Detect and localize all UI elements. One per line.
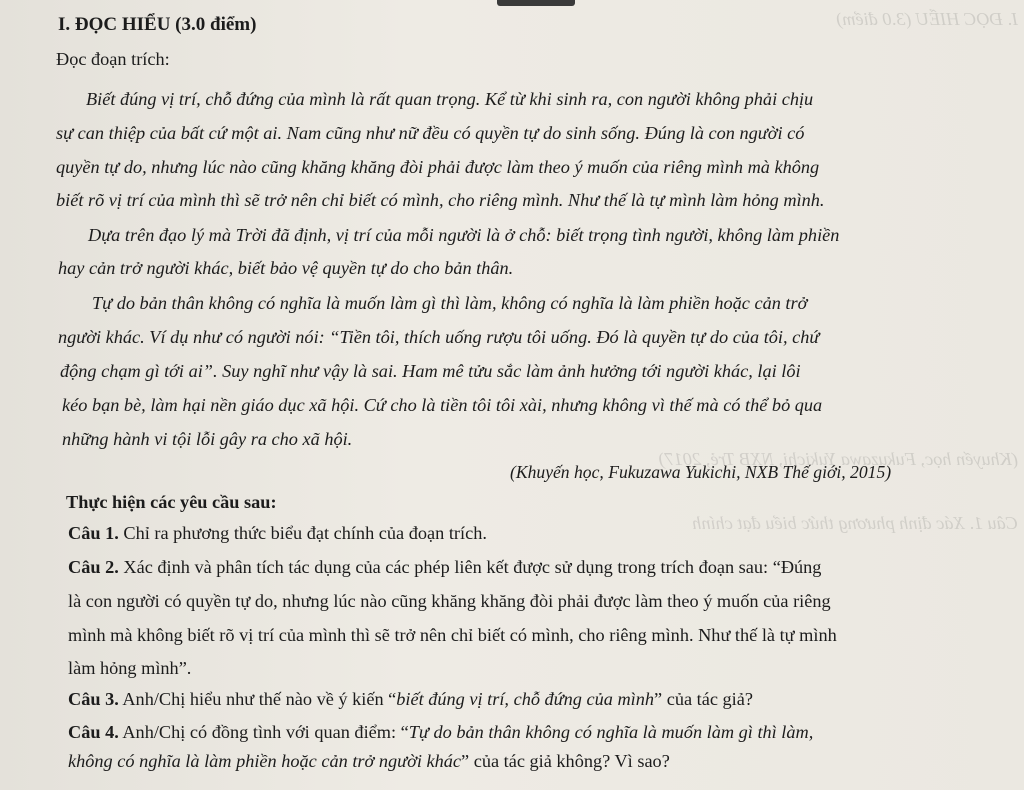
bleed-through-2: (Khuyến học, Fukuzawa Yukichi, NXB Trẻ, 2017) [658,449,1018,469]
question-label: Câu 4. [68,722,119,742]
question-quote: không có nghĩa là làm phiền hoặc cản trở người khác [68,751,462,771]
question-text: ” của tác giả không? Vì sao? [461,751,670,771]
screen-notch [497,0,575,6]
passage-line: những hành vi tội lỗi gây ra cho xã hội. [62,429,353,449]
question-4-line [68,750,670,772]
question-quote: biết đúng vị trí, chỗ đứng của mình [396,689,655,709]
bleed-through-3: Câu 1. Xác định phương thức biểu đạt chính [692,513,1018,533]
question-text: Xác định và phân tích tác dụng của các phép liên kết được sử dụng trong trích đoạn sau: “Đúng [123,557,822,577]
passage-line: biết rõ vị trí của mình thì sẽ trở nên chỉ biết có mình, cho riêng mình. Như thế là tự mình làm hỏng mình. [56,190,825,210]
question-text: Anh/Chị hiểu như thế nào về ý kiến “ [122,689,397,709]
question-2-line: là con người có quyền tự do, nhưng lúc nào cũng khăng khăng đòi phải được làm theo ý muốn của riêng [68,591,831,611]
section-title: I. ĐỌC HIỂU (3.0 điểm) [58,14,257,35]
question-text: Anh/Chị có đồng tình với quan điểm: “ [122,722,409,742]
bleed-through-1: I. ĐỌC HIỂU (3.0 điểm) [836,9,1018,29]
question-4 [68,721,813,743]
question-label: Câu 3. [68,689,119,709]
question-2-line: làm hỏng mình”. [68,658,192,678]
passage-line: động chạm gì tới ai”. Suy nghĩ như vậy là sai. Ham mê tửu sắc làm ảnh hưởng tới người khác, lại lôi [60,361,801,381]
citation: (Khuyến học, Fukuzawa Yukichi, NXB Thế giới, 2015) [510,462,892,482]
passage-line: sự can thiệp của bất cứ một ai. Nam cũng như nữ đều có quyền tự do sinh sống. Đúng là con người có [56,123,805,143]
question-1 [68,522,487,544]
question-label: Câu 1. [68,523,119,543]
question-3 [68,688,753,710]
passage-line: Tự do bản thân không có nghĩa là muốn làm gì thì làm, không có nghĩa là làm phiền hoặc cản trở [92,293,808,313]
passage-line: quyền tự do, nhưng lúc nào cũng khăng khăng đòi phải được làm theo ý muốn của riêng mình mà không [56,157,820,177]
question-quote: Tự do bản thân không có nghĩa là muốn làm gì thì làm, [408,722,814,742]
tasks-heading: Thực hiện các yêu cầu sau: [66,492,277,512]
passage-line: Dựa trên đạo lý mà Trời đã định, vị trí của mỗi người là ở chỗ: biết trọng tình người, không làm phiền [88,225,840,245]
question-text: ” của tác giả? [654,689,753,709]
intro-text: Đọc đoạn trích: [56,49,170,69]
question-2-line: mình mà không biết rõ vị trí của mình thì sẽ trở nên chỉ biết có mình, cho riêng mình. Như thế là tự mình [68,625,837,645]
passage-line: người khác. Ví dụ như có người nói: “Tiền tôi, thích uống rượu tôi uống. Đó là quyền tự do của tôi, chứ [58,327,820,347]
question-text: Chỉ ra phương thức biểu đạt chính của đoạn trích. [123,523,487,543]
passage-line: kéo bạn bè, làm hại nền giáo dục xã hội. Cứ cho là tiền tôi tôi xài, nhưng không vì thế mà có thể bỏ qua [62,395,823,415]
question-2 [68,556,821,578]
question-label: Câu 2. [68,557,119,577]
passage-line: hay cản trở người khác, biết bảo vệ quyền tự do cho bản thân. [58,258,514,278]
passage-line: Biết đúng vị trí, chỗ đứng của mình là rất quan trọng. Kể từ khi sinh ra, con người không phải chịu [86,89,814,109]
